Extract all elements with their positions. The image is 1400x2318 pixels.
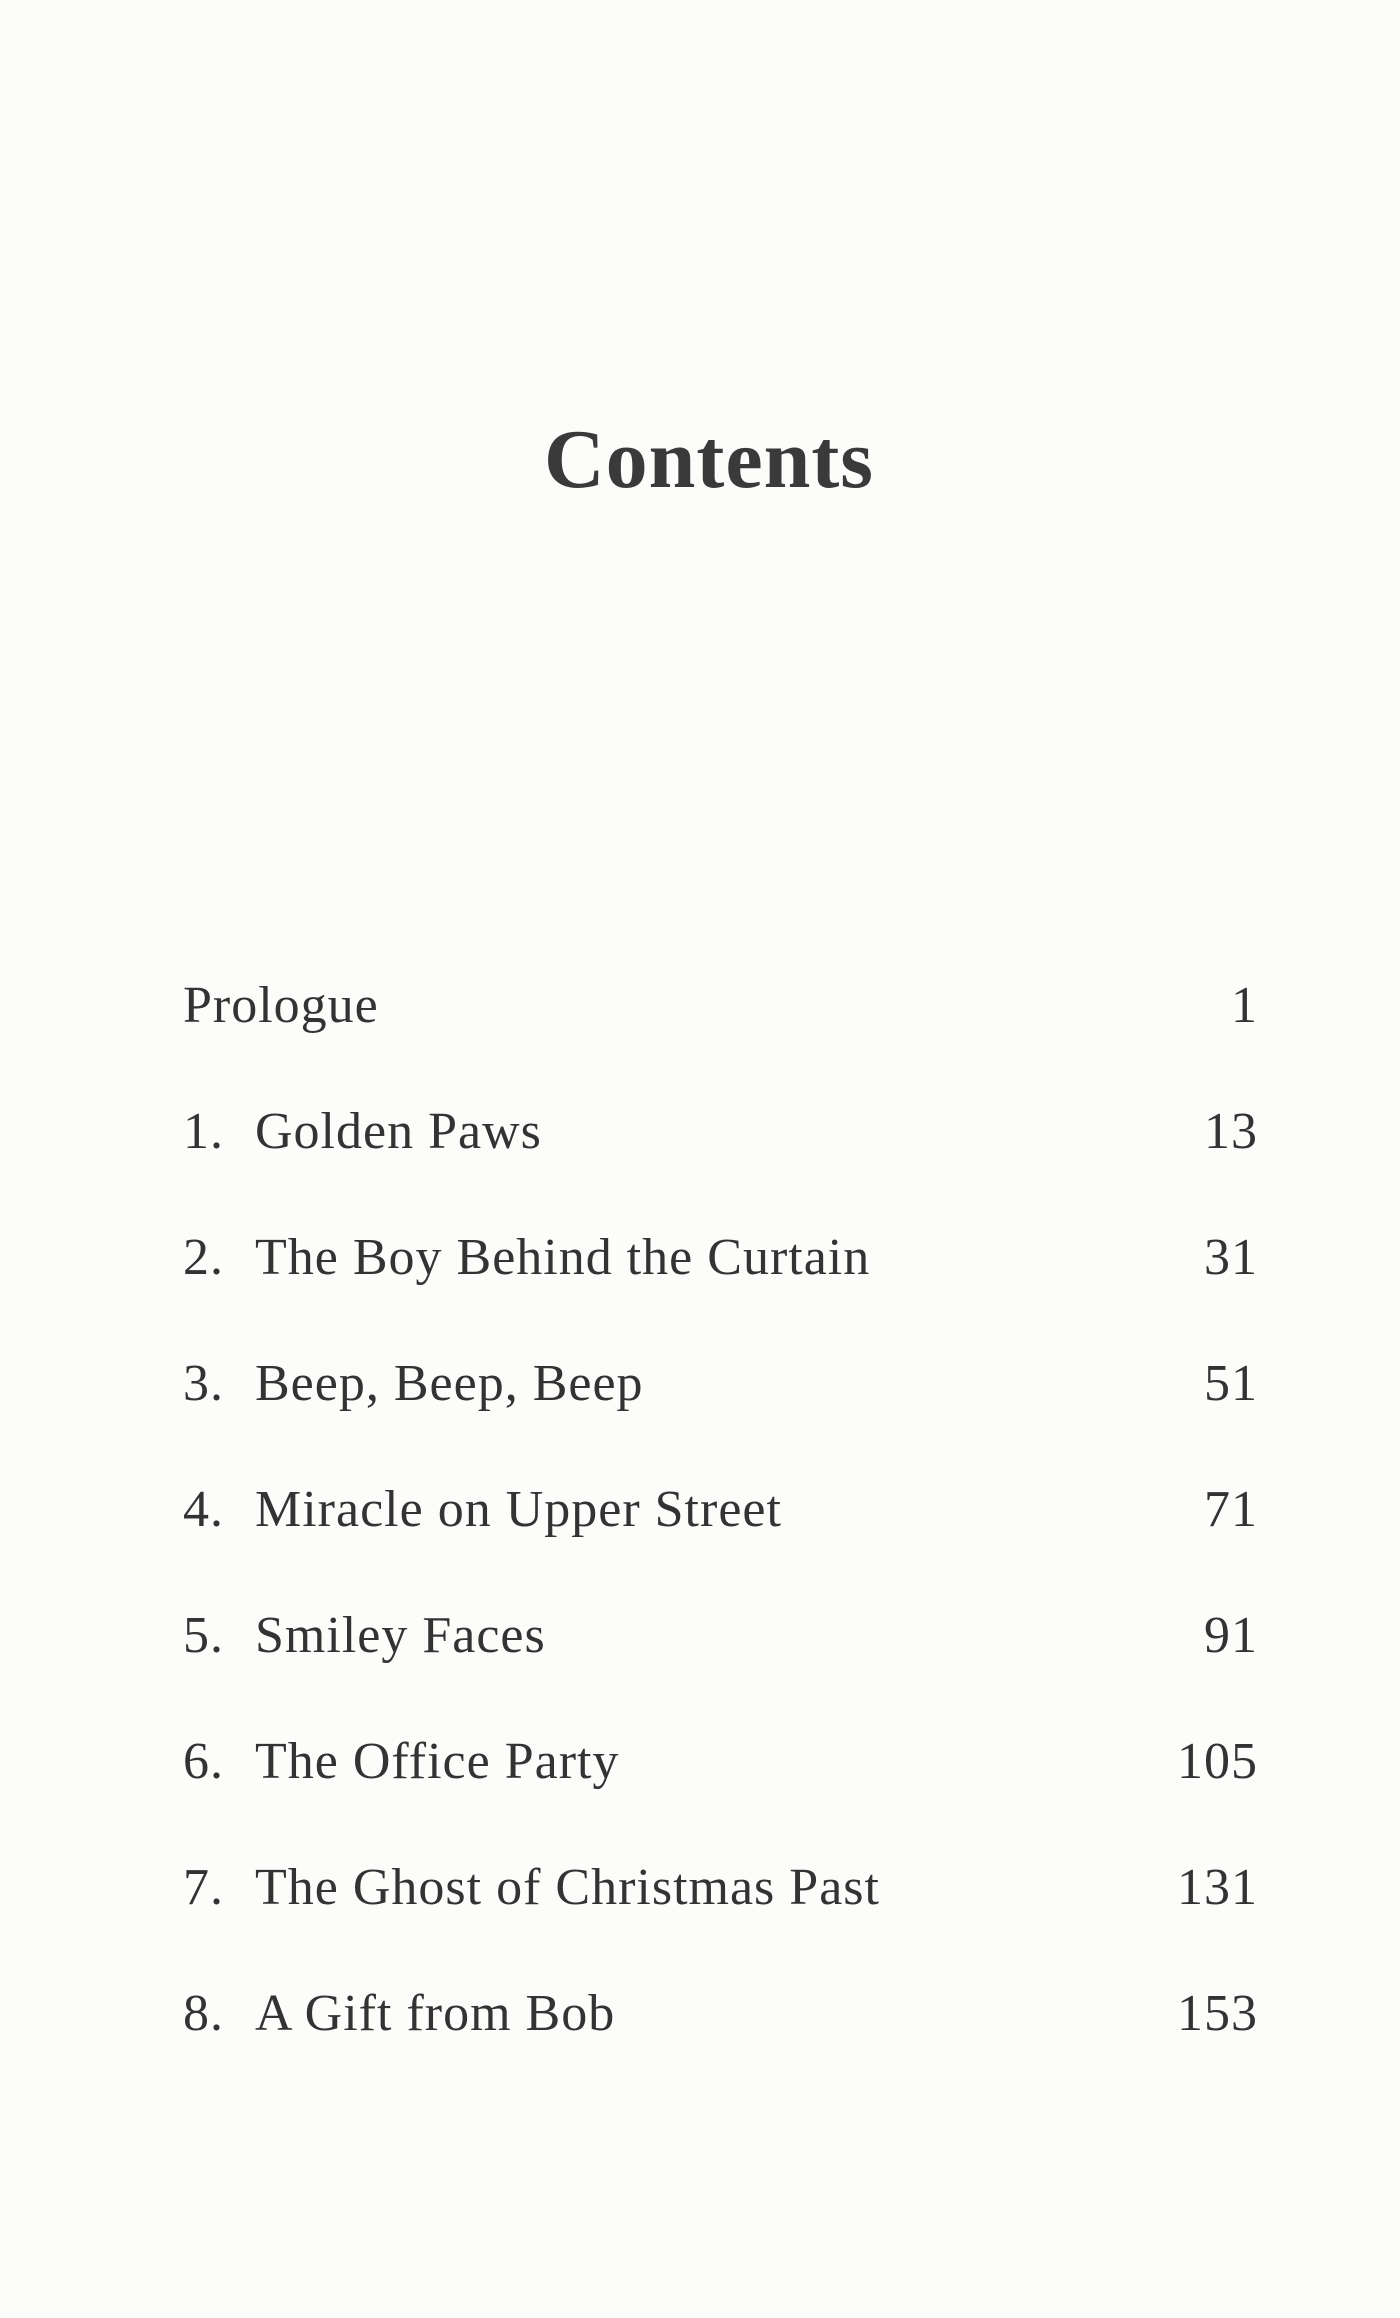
table-of-contents (183, 970, 1258, 2104)
chapter-title: The Ghost of Christmas Past (255, 1859, 880, 1916)
chapter-title: A Gift from Bob (255, 1985, 616, 2042)
toc-entry-7 (183, 1852, 1258, 1978)
chapter-title: Prologue (183, 977, 379, 1034)
toc-entry-8 (183, 1978, 1258, 2104)
chapter-title: The Boy Behind the Curtain (255, 1229, 871, 1286)
chapter-title: Golden Paws (255, 1103, 542, 1160)
page-number: 131 (1177, 1859, 1258, 1916)
toc-entry-3 (183, 1348, 1258, 1474)
page-number: 51 (1204, 1355, 1258, 1412)
chapter-number: 6. (183, 1733, 224, 1790)
chapter-title: Smiley Faces (255, 1607, 546, 1664)
chapter-number: 7. (183, 1859, 224, 1916)
chapter-title: The Office Party (255, 1733, 620, 1790)
page-number: 91 (1204, 1607, 1258, 1664)
page-number: 31 (1204, 1229, 1258, 1286)
toc-entry-prologue (183, 970, 1258, 1096)
page-number: 71 (1204, 1481, 1258, 1538)
page-number: 105 (1177, 1733, 1258, 1790)
page-number: 13 (1204, 1103, 1258, 1160)
page-title: Contents (543, 413, 874, 506)
chapter-title: Miracle on Upper Street (255, 1481, 782, 1538)
chapter-number: 3. (183, 1355, 224, 1412)
page-number: 1 (1231, 977, 1258, 1034)
chapter-number: 5. (183, 1607, 224, 1664)
chapter-number: 8. (183, 1985, 224, 2042)
toc-entry-4 (183, 1474, 1258, 1600)
chapter-title: Beep, Beep, Beep (255, 1355, 644, 1412)
page-number: 153 (1177, 1985, 1258, 2042)
toc-entry-1 (183, 1096, 1258, 1222)
toc-entry-5 (183, 1600, 1258, 1726)
toc-entry-6 (183, 1726, 1258, 1852)
chapter-number: 4. (183, 1481, 224, 1538)
chapter-number: 1. (183, 1103, 224, 1160)
toc-entry-2 (183, 1222, 1258, 1348)
chapter-number: 2. (183, 1229, 224, 1286)
